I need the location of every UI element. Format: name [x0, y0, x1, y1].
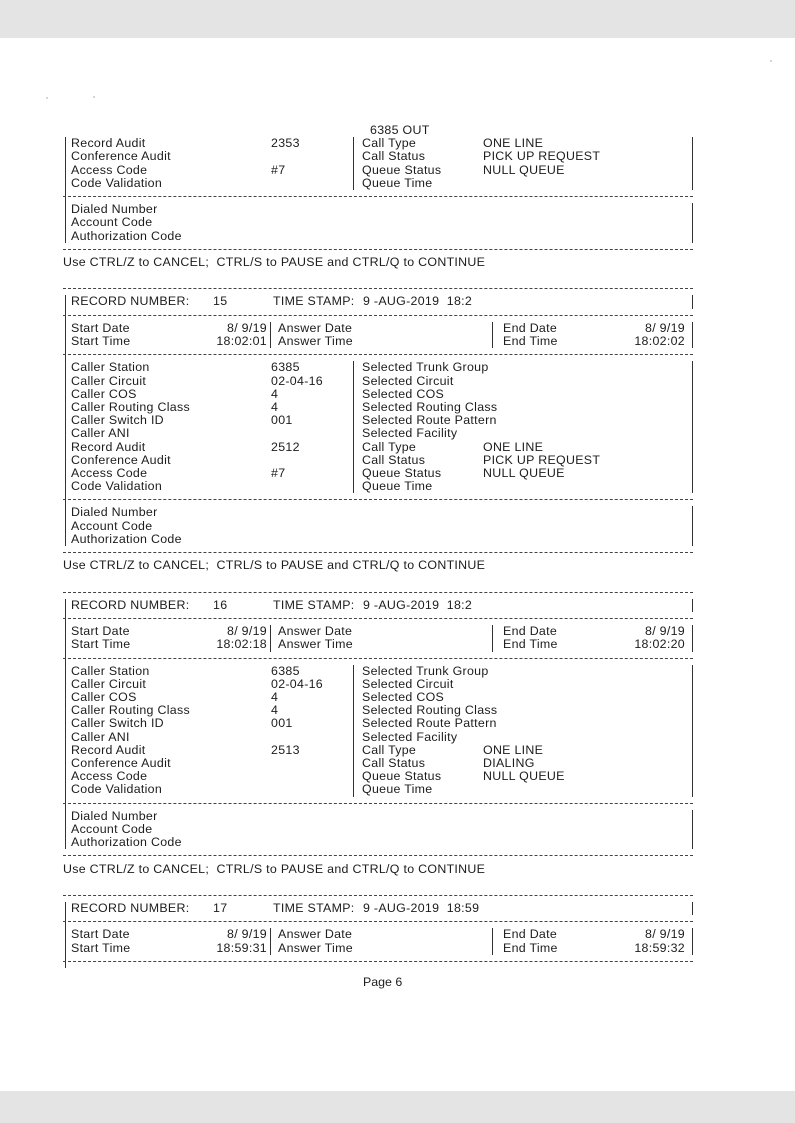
record-number: 17: [213, 901, 228, 916]
timestamp: 9 -AUG-2019 18:59: [363, 901, 480, 916]
scan-speck: [93, 96, 95, 98]
detail-row: [63, 717, 693, 730]
field-label: Call Status: [362, 452, 426, 467]
record-number-label: RECORD NUMBER:: [71, 294, 190, 309]
field-label: Caller Switch ID: [71, 413, 164, 428]
detail-row: [63, 441, 693, 454]
start-date-label: Start Date: [71, 927, 130, 942]
start-time-label: Start Time: [71, 940, 131, 955]
field-label: Selected Trunk Group: [362, 663, 489, 678]
end-time: 18:02:20: [634, 637, 685, 652]
spacer: [63, 876, 693, 889]
field-value: ONE LINE: [483, 136, 544, 151]
field-label: Conference Audit: [71, 452, 171, 467]
footer-field-row: [63, 203, 693, 216]
start-date: 8/ 9/19: [227, 320, 267, 335]
field-label: Record Audit: [71, 742, 146, 757]
field-label: Selected COS: [362, 690, 445, 705]
start-date-label: Start Date: [71, 624, 130, 639]
field-value: 2353: [271, 136, 300, 151]
field-label: Caller Routing Class: [71, 703, 190, 718]
time-row: [63, 638, 693, 651]
detail-row: [63, 427, 693, 440]
field-label: Account Code: [71, 518, 153, 533]
timestamp: 9 -AUG-2019 18:2: [363, 294, 473, 309]
separator: [63, 586, 693, 599]
field-label: Selected Trunk Group: [362, 360, 489, 375]
separator: [63, 612, 693, 625]
separator: [63, 955, 693, 968]
field-label: Selected Circuit: [362, 373, 454, 388]
end-time-label: End Time: [503, 334, 558, 348]
field-label: Record Audit: [71, 136, 146, 151]
field-value: #7: [271, 162, 286, 177]
field-label: Code Validation: [71, 479, 163, 494]
start-date: 8/ 9/19: [227, 927, 267, 942]
field-label: Selected COS: [362, 386, 445, 401]
field-value: 02-04-16: [271, 676, 323, 691]
field-value: 001: [271, 716, 293, 731]
field-value: NULL QUEUE: [483, 162, 565, 177]
call-record: [63, 572, 693, 875]
field-label: Selected Routing Class: [362, 399, 498, 414]
answer-date-label: Answer Date: [278, 927, 353, 942]
end-date-label: End Date: [503, 927, 558, 942]
field-label: Caller COS: [71, 690, 137, 705]
field-label: Selected Facility: [362, 729, 458, 744]
call-record: [63, 269, 693, 572]
record-number: 16: [213, 597, 228, 612]
field-label: Queue Time: [362, 782, 433, 797]
answer-date-label: Answer Date: [278, 624, 353, 639]
end-time: 18:59:32: [634, 940, 685, 955]
detail-row: [63, 361, 693, 374]
field-value: 001: [271, 413, 293, 428]
field-label: Queue Time: [362, 175, 433, 190]
field-label: Record Audit: [71, 439, 146, 454]
field-label: Access Code: [71, 465, 148, 480]
answer-time-label: Answer Time: [278, 334, 353, 348]
detail-row: [63, 177, 693, 190]
field-value: #7: [271, 465, 286, 480]
field-value: 2512: [271, 439, 300, 454]
control-message: Use CTRL/Z to CANCEL; CTRL/S to PAUSE and CTRL/Q to CONTINUE: [63, 861, 486, 876]
field-label: Conference Audit: [71, 149, 171, 164]
field-value: 6385: [271, 360, 300, 375]
end-time: 18:02:02: [634, 334, 685, 348]
separator: [63, 797, 693, 810]
field-value: 4: [271, 703, 279, 718]
field-label: Authorization Code: [71, 531, 182, 546]
footer-field-row: [63, 810, 693, 823]
field-value: 4: [271, 690, 279, 705]
answer-date-label: Answer Date: [278, 320, 353, 335]
field-label: Call Type: [362, 439, 417, 454]
end-time-label: End Time: [503, 637, 558, 652]
field-label: Caller Station: [71, 663, 150, 678]
detail-row: [63, 150, 693, 163]
field-label: Call Status: [362, 149, 426, 164]
field-label: Caller Circuit: [71, 373, 147, 388]
record-number: 15: [213, 294, 228, 309]
spacer: [63, 572, 693, 585]
start-time: 18:02:01: [216, 334, 267, 348]
field-label: Caller Switch ID: [71, 716, 164, 731]
field-value: NULL QUEUE: [483, 769, 565, 784]
record-header: [63, 599, 693, 612]
field-label: Selected Route Pattern: [362, 716, 497, 731]
start-date: 8/ 9/19: [227, 624, 267, 639]
footer-field-row: [63, 216, 693, 229]
footer-field-row: [63, 836, 693, 849]
outgoing-heading: 6385 OUT: [370, 123, 430, 137]
field-label: Code Validation: [71, 782, 163, 797]
scan-speck: [46, 97, 48, 99]
timestamp-label: TIME STAMP:: [273, 597, 355, 612]
timestamp: 9 -AUG-2019 18:2: [363, 597, 473, 612]
record-header: [63, 902, 693, 915]
detail-row: [63, 665, 693, 678]
field-label: Caller ANI: [71, 426, 130, 441]
separator: [63, 652, 693, 665]
field-label: Code Validation: [71, 175, 163, 190]
field-label: Selected Routing Class: [362, 703, 498, 718]
field-value: 2513: [271, 742, 300, 757]
separator: [63, 849, 693, 862]
field-label: Caller Circuit: [71, 676, 147, 691]
page-number: Page 6: [363, 975, 403, 989]
start-date-label: Start Date: [71, 320, 130, 335]
footer-field-row: [63, 230, 693, 243]
time-row: [63, 335, 693, 348]
date-row: [63, 928, 693, 941]
start-time-label: Start Time: [71, 637, 131, 652]
field-value: PICK UP REQUEST: [483, 452, 601, 467]
spacer: [63, 269, 693, 282]
detail-row: [63, 480, 693, 493]
field-value: PICK UP REQUEST: [483, 149, 601, 164]
printout: [63, 124, 693, 968]
field-label: Account Code: [71, 821, 153, 836]
field-value: ONE LINE: [483, 742, 544, 757]
detail-row: [63, 375, 693, 388]
field-value: 6385: [271, 663, 300, 678]
scan-bottom-band: [0, 1091, 795, 1123]
start-time: 18:59:31: [216, 940, 267, 955]
record-number-label: RECORD NUMBER:: [71, 901, 190, 916]
answer-time-label: Answer Time: [278, 637, 353, 652]
date-row: [63, 322, 693, 335]
field-label: Account Code: [71, 215, 153, 230]
end-date-label: End Date: [503, 624, 558, 639]
footer-field-row: [63, 533, 693, 546]
field-label: Authorization Code: [71, 228, 182, 243]
detail-row: [63, 783, 693, 796]
control-message: Use CTRL/Z to CANCEL; CTRL/S to PAUSE and CTRL/Q to CONTINUE: [63, 254, 486, 269]
field-label: Authorization Code: [71, 835, 182, 850]
record-number-label: RECORD NUMBER:: [71, 597, 190, 612]
end-date: 8/ 9/19: [645, 320, 685, 335]
detail-row: [63, 164, 693, 177]
field-value: ONE LINE: [483, 439, 544, 454]
end-date-label: End Date: [503, 320, 558, 335]
field-label: Call Type: [362, 742, 417, 757]
field-label: Selected Circuit: [362, 676, 454, 691]
field-value: 02-04-16: [271, 373, 323, 388]
field-label: Call Status: [362, 756, 426, 770]
field-label: Queue Time: [362, 479, 433, 494]
detail-row: [63, 454, 693, 467]
end-date: 8/ 9/19: [645, 624, 685, 639]
field-label: Queue Status: [362, 162, 442, 177]
detail-row: [63, 388, 693, 401]
field-label: Access Code: [71, 769, 148, 784]
answer-time-label: Answer Time: [278, 940, 353, 955]
start-time: 18:02:18: [216, 637, 267, 652]
field-label: Access Code: [71, 162, 148, 177]
scan-top-band: [0, 0, 795, 38]
field-label: Dialed Number: [71, 808, 158, 823]
separator: [63, 309, 693, 322]
field-label: Conference Audit: [71, 756, 171, 770]
field-label: Selected Facility: [362, 426, 458, 441]
footer-field-row: [63, 520, 693, 533]
timestamp-label: TIME STAMP:: [273, 901, 355, 916]
footer-field-row: [63, 506, 693, 519]
field-label: Selected Route Pattern: [362, 413, 497, 428]
separator: [63, 243, 693, 256]
field-label: Queue Status: [362, 465, 442, 480]
end-date: 8/ 9/19: [645, 927, 685, 942]
field-value: 4: [271, 399, 279, 414]
call-record: [63, 876, 693, 968]
control-message: Use CTRL/Z to CANCEL; CTRL/S to PAUSE and CTRL/Q to CONTINUE: [63, 558, 486, 573]
field-label: Caller Station: [71, 360, 150, 375]
field-value: NULL QUEUE: [483, 465, 565, 480]
field-label: Dialed Number: [71, 505, 158, 520]
start-time-label: Start Time: [71, 334, 131, 348]
field-label: Caller COS: [71, 386, 137, 401]
record-header: [63, 295, 693, 308]
field-value: DIALING: [483, 756, 535, 770]
field-label: Caller ANI: [71, 729, 130, 744]
detail-row: [63, 731, 693, 744]
field-label: Caller Routing Class: [71, 399, 190, 414]
date-row: [63, 625, 693, 638]
field-label: Dialed Number: [71, 202, 158, 217]
field-value: 4: [271, 386, 279, 401]
timestamp-label: TIME STAMP:: [273, 294, 355, 309]
time-row: [63, 942, 693, 955]
field-label: Queue Status: [362, 769, 442, 784]
field-label: Call Type: [362, 136, 417, 151]
scan-speck: [770, 60, 772, 62]
end-time-label: End Time: [503, 940, 558, 955]
separator: [63, 915, 693, 928]
